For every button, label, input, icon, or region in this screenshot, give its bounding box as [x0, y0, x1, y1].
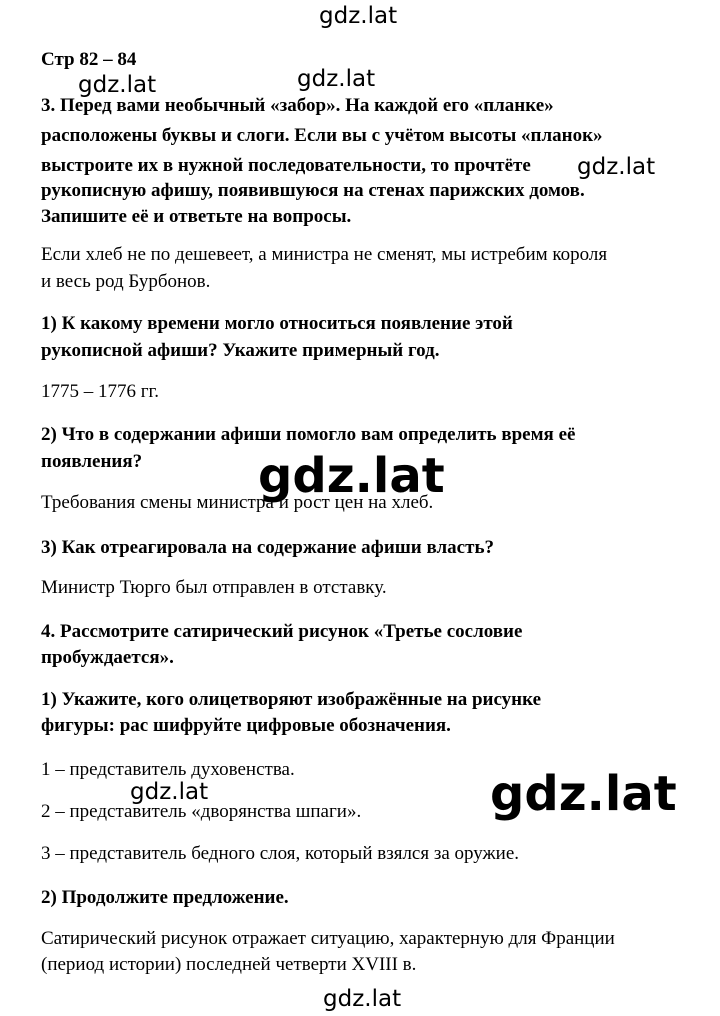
watermark-header-left: gdz.lat [78, 72, 157, 98]
watermark-left-lower: gdz.lat [130, 779, 209, 805]
watermark-right-big: gdz.lat [490, 766, 677, 822]
answer-list-item: 2 – представитель «дворянства шпаги». [41, 801, 362, 822]
task3-question-3: 3) Как отреагировала на содержание афиши власть? [41, 537, 494, 558]
watermark-top: gdz.lat [319, 3, 398, 29]
answer-line: Сатирический рисунок отражает ситуацию, характерную для Франции [41, 928, 615, 949]
task3-heading-line: Запишите её и ответьте на вопросы. [41, 206, 352, 227]
question-line: фигуры: рас шифруйте цифровые обозначения. [41, 715, 451, 736]
question-line: 1) Укажите, кого олицетворяют изображённые на рисунке [41, 689, 542, 710]
watermark-right-upper: gdz.lat [577, 154, 656, 180]
watermark-header-mid: gdz.lat [297, 66, 376, 92]
task3-answer-1: 1775 – 1776 гг. [41, 381, 159, 402]
task3-answer-line: и весь род Бурбонов. [41, 271, 211, 292]
answer-line: (период истории) последней четверти XVIII в. [41, 954, 417, 975]
question-line: 2) Что в содержании афиши помогло вам определить время её [41, 424, 576, 445]
task4-question-2: 2) Продолжите предложение. [41, 887, 289, 908]
question-line: 1) К какому времени могло относиться появление этой [41, 313, 513, 334]
watermark-center-big: gdz.lat [258, 448, 445, 504]
watermark-bottom: gdz.lat [323, 986, 402, 1012]
task3-heading-line: 3. Перед вами необычный «забор». На каждой его «планке» [41, 95, 554, 116]
question-line: рукописной афиши? Укажите примерный год. [41, 340, 440, 361]
task4-heading-line: 4. Рассмотрите сатирический рисунок «Третье сословие [41, 621, 523, 642]
task3-answer-3: Министр Тюрго был отправлен в отставку. [41, 577, 387, 598]
question-line: появления? [41, 451, 143, 472]
answer-list-item: 1 – представитель духовенства. [41, 759, 295, 780]
task3-answer-line: Если хлеб не по дешевеет, а министра не сменят, мы истребим короля [41, 244, 608, 265]
task4-heading-line: пробуждается». [41, 647, 174, 668]
page-reference: Стр 82 – 84 [41, 49, 137, 70]
answer-list-item: 3 – представитель бедного слоя, который взялся за оружие. [41, 843, 520, 864]
task3-answer-2: Требования смены министра и рост цен на хлеб. [41, 492, 434, 513]
task3-heading-line: рукописную афишу, появившуюся на стенах парижских домов. [41, 180, 585, 201]
task3-heading-line: расположены буквы и слоги. Если вы с учётом высоты «планок» [41, 125, 603, 146]
task3-heading-line: выстроите их в нужной последовательности, то прочтёте [41, 155, 531, 176]
